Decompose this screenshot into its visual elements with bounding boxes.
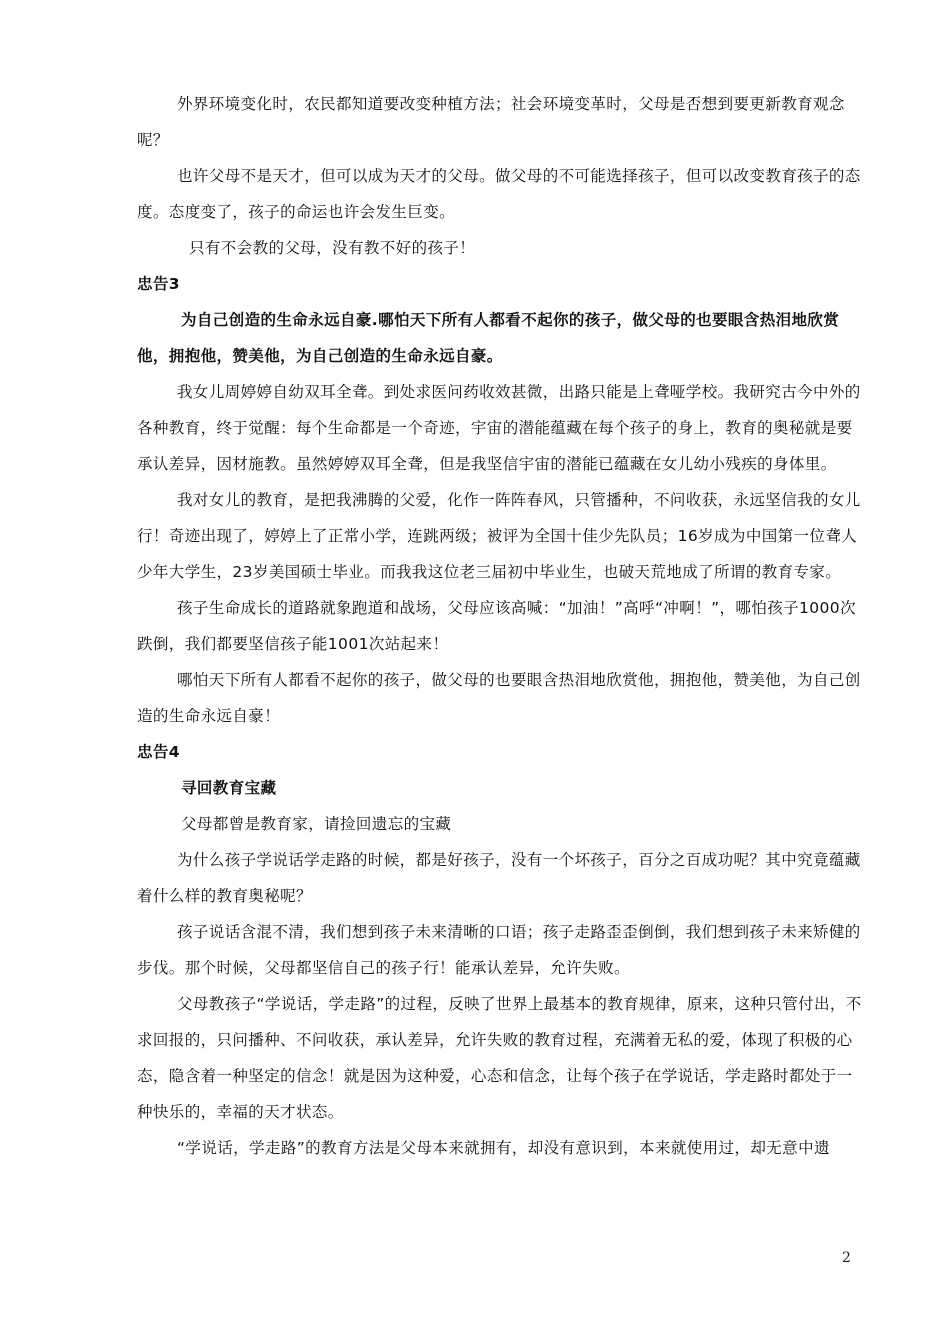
paragraph: 孩子说话含混不清，我们想到孩子未来清晰的口语；孩子走路歪歪倒倒，我们想到孩子未来矫健的步伐。那个时候，父母都坚信自己的孩子行！能承认差异，允许失败。 (137, 923, 861, 977)
paragraph: 外界环境变化时，农民都知道要改变种植方法；社会环境变革时，父母是否想到要更新教育观念呢？ (137, 95, 845, 149)
paragraph: 孩子生命成长的道路就象跑道和战场，父母应该高喊：“加油！”高呼“冲啊！”，哪怕孩子1000次跌倒，我们都要坚信孩子能1001次站起来！ (137, 599, 856, 653)
document-body (137, 86, 865, 1166)
paragraph: 父母教孩子“学说话，学走路”的过程，反映了世界上最基本的教育规律，原来，这种只管付出，不求回报的，只问播种、不问收获，承认差异，允许失败的教育过程，充满着无私的爱，体现了积极的心态，隐含着一种坚定的信念！就是因为这种爱，心态和信念，让每个孩子在学说话，学走路时都处于一种快乐的，幸福的天才状态。 (137, 995, 862, 1121)
section-heading-advice-4: 忠告4 (137, 743, 180, 761)
paragraph: “学说话，学走路”的教育方法是父母本来就拥有，却没有意识到，本来就使用过，却无意中遗 (177, 1139, 830, 1157)
page-number: 2 (842, 1250, 851, 1266)
paragraph: 哪怕天下所有人都看不起你的孩子，做父母的也要眼含热泪地欣赏他，拥抱他，赞美他，为自己创造的生命永远自豪！ (137, 671, 861, 725)
paragraph: 我对女儿的教育，是把我沸腾的父爱，化作一阵阵春风，只管播种，不问收获，永远坚信我的女儿行！奇迹出现了，婷婷上了正常小学，连跳两级；被评为全国十佳少先队员；16岁成为中国第一位聋人少年大学生，23岁美国硕士毕业。而我我这位老三届初中毕业生，也破天荒地成了所谓的教育专家。 (137, 491, 861, 581)
paragraph: 父母都曾是教育家，请捡回遗忘的宝藏 (181, 815, 452, 833)
bold-summary: 为自己创造的生命永远自豪.哪怕天下所有人都看不起你的孩子，做父母的也要眼含热泪地欣赏他，拥抱他，赞美他，为自己创造的生命永远自豪。 (137, 311, 840, 365)
paragraph: 只有不会教的父母，没有教不好的孩子！ (189, 239, 476, 257)
subheading: 寻回教育宝藏 (181, 779, 277, 797)
section-heading-advice-3: 忠告3 (137, 275, 180, 293)
paragraph: 为什么孩子学说话学走路的时候，都是好孩子，没有一个坏孩子，百分之百成功呢？其中究竟蕴藏着什么样的教育奥秘呢？ (137, 851, 861, 905)
paragraph: 也许父母不是天才，但可以成为天才的父母。做父母的不可能选择孩子，但可以改变教育孩子的态度。态度变了，孩子的命运也许会发生巨变。 (137, 167, 861, 221)
paragraph: 我女儿周婷婷自幼双耳全聋。到处求医问药收效甚微，出路只能是上聋哑学校。我研究古今中外的各种教育，终于觉醒：每个生命都是一个奇迹，宇宙的潜能蕴藏在每个孩子的身上，教育的奥秘就是要承认差异，因材施教。虽然婷婷双耳全聋，但是我坚信宇宙的潜能已蕴藏在女儿幼小残疾的身体里。 (137, 383, 861, 473)
